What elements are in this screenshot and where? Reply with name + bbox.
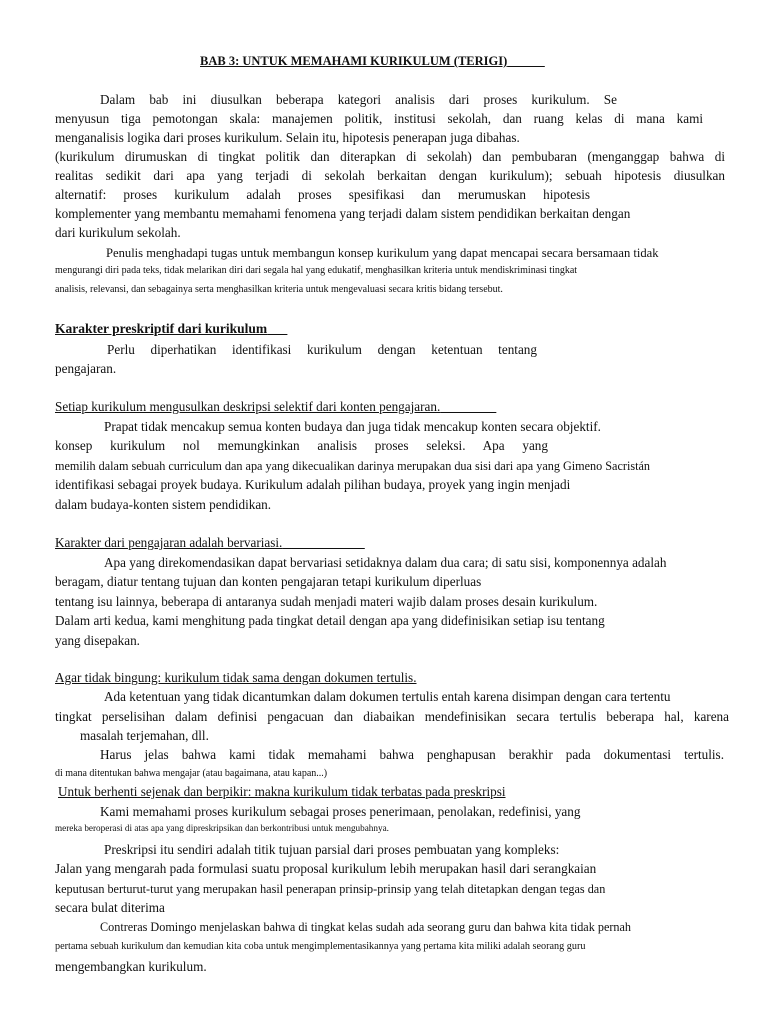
intro-line: menyusun tiga pemotongan skala: manajemen politik, institusi sekolah, dan ruang kelas di mana kami bbox=[55, 111, 703, 126]
section-line: di mana ditentukan bahwa mengajar (atau bagaimana, atau kapan...) bbox=[55, 768, 328, 779]
page-title: BAB 3: UNTUK MEMAHAMI KURIKULUM (TERIGI) bbox=[200, 54, 508, 68]
section-line: Prapat tidak mencakup semua konten budaya dan juga tidak mencakup konten secara objektif. bbox=[104, 419, 601, 434]
section-line: beragam, diatur tentang tujuan dan konten pengajaran tetapi kurikulum diperluas bbox=[55, 574, 482, 589]
intro-line: (kurikulum dirumuskan di tingkat politik dan diterapkan di sekolah) dan pembubaran (menganggap bahwa di bbox=[55, 149, 725, 164]
section-line: Jalan yang mengarah pada formulasi suatu proposal kurikulum lebih merupakan hasil dari serangkaian bbox=[55, 861, 597, 876]
intro-line: Dalam bab ini diusulkan beberapa kategori analisis dari proses kurikulum. Se bbox=[100, 92, 617, 107]
intro-line: menganalisis logika dari proses kurikulum. Selain itu, hipotesis penerapan juga dibahas. bbox=[55, 130, 520, 145]
section-heading: Karakter preskriptif dari kurikulum bbox=[55, 321, 268, 336]
section-line: tentang isu lainnya, beberapa di antaranya sudah menjadi materi wajib dalam proses desain kurikulum. bbox=[55, 594, 598, 609]
section-line: pertama sebuah kurikulum dan kemudian kita coba untuk mengimplementasikannya yang pertama kita miliki adalah seorang guru bbox=[55, 941, 586, 952]
section-line: Ada ketentuan yang tidak dicantumkan dalam dokumen tertulis entah karena disimpan dengan cara tertentu bbox=[104, 689, 671, 704]
section-line: Apa yang direkomendasikan dapat bervariasi setidaknya dalam dua cara; di satu sisi, komponennya adalah bbox=[104, 555, 667, 570]
section-line: yang disepakan. bbox=[55, 633, 140, 648]
section-heading: Untuk berhenti sejenak dan berpikir: makna kurikulum tidak terbatas pada preskripsi bbox=[58, 784, 506, 799]
author-line: Penulis menghadapi tugas untuk membangun konsep kurikulum yang dapat mencapai secara bersamaan tidak bbox=[106, 246, 659, 260]
section-line: konsep kurikulum nol memungkinkan analisis proses seleksi. Apa yang bbox=[55, 438, 548, 453]
intro-line: realitas sedikit dari apa yang terjadi di sekolah berkaitan dengan kurikulum); sebuah hipotesis diusulkan bbox=[55, 168, 725, 183]
section-line: Preskripsi itu sendiri adalah titik tujuan parsial dari proses pembuatan yang kompleks: bbox=[104, 842, 560, 857]
intro-line: alternatif: proses kurikulum adalah proses spesifikasi dan merumuskan hipotesis bbox=[55, 187, 590, 202]
section-heading: Setiap kurikulum mengusulkan deskripsi selektif dari konten pengajaran. bbox=[55, 399, 441, 414]
section-line: keputusan berturut-turut yang merupakan hasil penerapan prinsip-prinsip yang telah ditetapkan dengan tegas dan bbox=[55, 882, 606, 896]
author-line: mengurangi diri pada teks, tidak melarikan diri dari segala hal yang edukatif, menghasilkan kriteria untuk mendiskriminasi tingkat bbox=[55, 265, 578, 276]
section-line: pengajaran. bbox=[55, 361, 117, 376]
section-heading: Agar tidak bingung: kurikulum tidak sama dengan dokumen tertulis. bbox=[55, 670, 417, 685]
section-line: mereka beroperasi di atas apa yang dipreskripsikan dan berkontribusi untuk mengubahnya. bbox=[55, 823, 389, 833]
section-heading: Karakter dari pengajaran adalah bervariasi. bbox=[55, 535, 283, 550]
section-line: mengembangkan kurikulum. bbox=[55, 959, 207, 974]
intro-line: dari kurikulum sekolah. bbox=[55, 225, 181, 240]
intro-line: komplementer yang membantu memahami fenomena yang terjadi dalam sistem pendidikan berkaitan dengan bbox=[55, 206, 631, 221]
section-line: identifikasi sebagai proyek budaya. Kurikulum adalah pilihan budaya, proyek yang ingin menjadi bbox=[55, 477, 571, 492]
section-line: Harus jelas bahwa kami tidak memahami bahwa penghapusan berakhir pada dokumentasi tertulis. bbox=[100, 747, 724, 762]
section-line: Dalam arti kedua, kami menghitung pada tingkat detail dengan apa yang didefinisikan setiap isu tentang bbox=[55, 613, 605, 628]
section-line: masalah terjemahan, dll. bbox=[80, 728, 209, 743]
section-line: secara bulat diterima bbox=[55, 900, 165, 915]
section-line: memilih dalam sebuah curriculum dan apa yang dikecualikan darinya merupakan dua sisi dari apa yang Gimeno Sacristán bbox=[55, 459, 650, 473]
section-line: Contreras Domingo menjelaskan bahwa di tingkat kelas sudah ada seorang guru dan bahwa kita tidak pernah bbox=[100, 920, 632, 934]
author-line: analisis, relevansi, dan sebagainya serta menghasilkan kriteria untuk mengevaluasi secara kritis bidang tersebut. bbox=[55, 284, 503, 295]
section-line: Kami memahami proses kurikulum sebagai proses penerimaan, penolakan, redefinisi, yang bbox=[100, 804, 581, 819]
section-line: Perlu diperhatikan identifikasi kurikulum dengan ketentuan tentang bbox=[107, 342, 537, 357]
section-line: dalam budaya-konten sistem pendidikan. bbox=[55, 497, 272, 512]
section-line: tingkat perselisihan dalam definisi pengacuan dan diabaikan mendefinisikan secara tertulis beberapa hal, karena bbox=[55, 709, 729, 724]
